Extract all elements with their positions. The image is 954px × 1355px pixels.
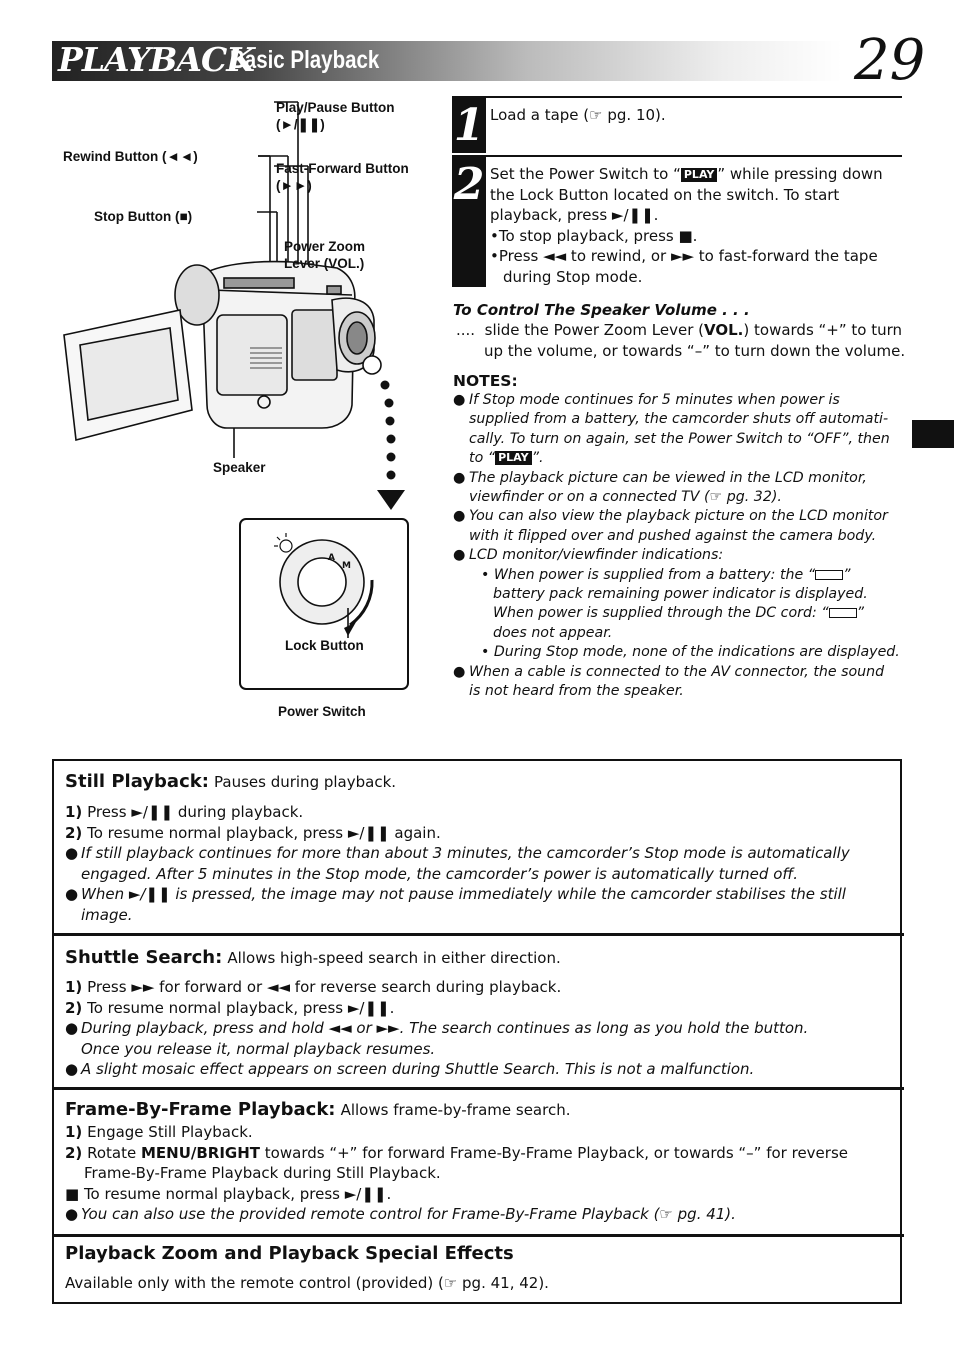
step1-text: Load a tape (☞ pg. 10).: [490, 106, 666, 124]
frame-by-frame-body: 1) Engage Still Playback. 2) Rotate MENU/BRIGHT towards “+” for forward Frame-By-Frame Playback, or towards “–” for reverse Frame-By-Frame Playback during Still Playback. ■ To resume normal playback, press ►/❚❚. ● You can also use the provided remote control for Frame-By-Frame Playback (☞ pg. 41).: [65, 1123, 848, 1223]
panel-divider: [52, 933, 904, 936]
play-mode-badge: PLAY: [681, 168, 718, 182]
panel-divider: [52, 1234, 904, 1237]
note-3: ● You can also view the playback picture on the LCD monitor with it flipped over and pushed against the camera body.: [453, 508, 888, 544]
volume-heading: To Control The Speaker Volume . . .: [453, 301, 750, 319]
playback-zoom-text: Available only with the remote control (provided) (☞ pg. 41, 42).: [65, 1274, 549, 1292]
page-number: 29: [854, 28, 926, 93]
still-playback-heading: Still Playback: Pauses during playback.: [65, 771, 397, 792]
power-zoom-label: Power Zoom Lever (VOL.): [284, 239, 366, 271]
svg-text:M: M: [342, 561, 351, 571]
note-5: ● When a cable is connected to the AV connector, the sound is not heard from the speaker.: [453, 663, 885, 700]
step2-number: 2: [453, 159, 485, 210]
note-1: ● If Stop mode continues for 5 minutes when power is supplied from a battery, the camcorder shuts off automati- cally. To turn on again, set the Power Switch to “OFF”, then to “ PLAY ”.: [453, 392, 890, 467]
notes-heading: NOTES:: [453, 372, 518, 390]
step2-text: Set the Power Switch to “ PLAY ” while pressing down the Lock Button located on the switch. To start playback, press ►/❚❚. •To stop playback, press ■. •Press ◄◄ to rewind, or ►► to fast-forward the tape during Stop mode.: [490, 165, 883, 286]
lock-button-label: Lock Button: [285, 638, 364, 653]
notes-list: [453, 391, 908, 702]
note-2: ● The playback picture can be viewed in the LCD monitor, viewfinder or on a connected TV (☞ pg. 32).: [453, 469, 867, 506]
step1-rule: [452, 96, 902, 98]
still-playback-body: 1) Press ►/❚❚ during playback. 2) To resume normal playback, press ►/❚❚ again. ● If still playback continues for more than about 3 minutes, the camcorder’s Stop mode is automatically engaged. After 5 minutes in the Stop mode, the camcorder’s power is automatically turned off. ● When ►/❚❚ is pressed, the image may not pause immediately while the camcorder stabilises the still image.: [65, 803, 850, 924]
battery-icon: [829, 608, 857, 618]
stop-label: Stop Button (■): [94, 209, 193, 224]
step1-number: 1: [453, 100, 485, 151]
rewind-label: Rewind Button (◄◄): [63, 149, 198, 164]
power-switch-label: Power Switch: [278, 704, 366, 719]
volume-text: .... slide the Power Zoom Lever (VOL.) towards “+” to turn up the volume, or towards “–” to turn down the volume.: [456, 321, 906, 360]
page-edge-tab: [912, 420, 954, 448]
step2-rule: [452, 155, 902, 157]
fast-forward-label: Fast-Forward Button (►►): [276, 161, 409, 193]
playback-zoom-heading: Playback Zoom and Playback Special Effects: [65, 1243, 514, 1264]
shuttle-search-body: 1) Press ►► for forward or ◄◄ for reverse search during playback. 2) To resume normal playback, press ►/❚❚. ● During playback, press and hold ◄◄ or ►►. The search continues as long as you hold the button. Once you release it, normal playback resumes. ● A slight mosaic effect appears on screen during Shuttle Search. This is not a malfunction.: [65, 978, 809, 1078]
svg-text:A: A: [328, 553, 335, 563]
battery-icon: [815, 570, 843, 580]
play-pause-label: Play/Pause Button (►/❚❚): [276, 100, 395, 132]
section-title: PLAYBACK: [58, 40, 254, 79]
note-4: ● LCD monitor/viewfinder indications: • When power is supplied from a battery: the “ ” battery pack remaining power indicator is displayed. When power is supplied through the DC cord: “ ” does not appear. • During Stop mode, none of the indications are displayed.: [453, 547, 900, 661]
step1-box: [452, 98, 486, 153]
panel-divider: [52, 1087, 904, 1090]
frame-by-frame-heading: Frame-By-Frame Playback: Allows frame-by-frame search.: [65, 1099, 571, 1120]
shuttle-search-heading: Shuttle Search: Allows high-speed search in either direction.: [65, 947, 561, 968]
page-title: Basic Playback: [230, 46, 380, 74]
step2-box: [452, 157, 486, 287]
speaker-label: Speaker: [213, 460, 266, 475]
